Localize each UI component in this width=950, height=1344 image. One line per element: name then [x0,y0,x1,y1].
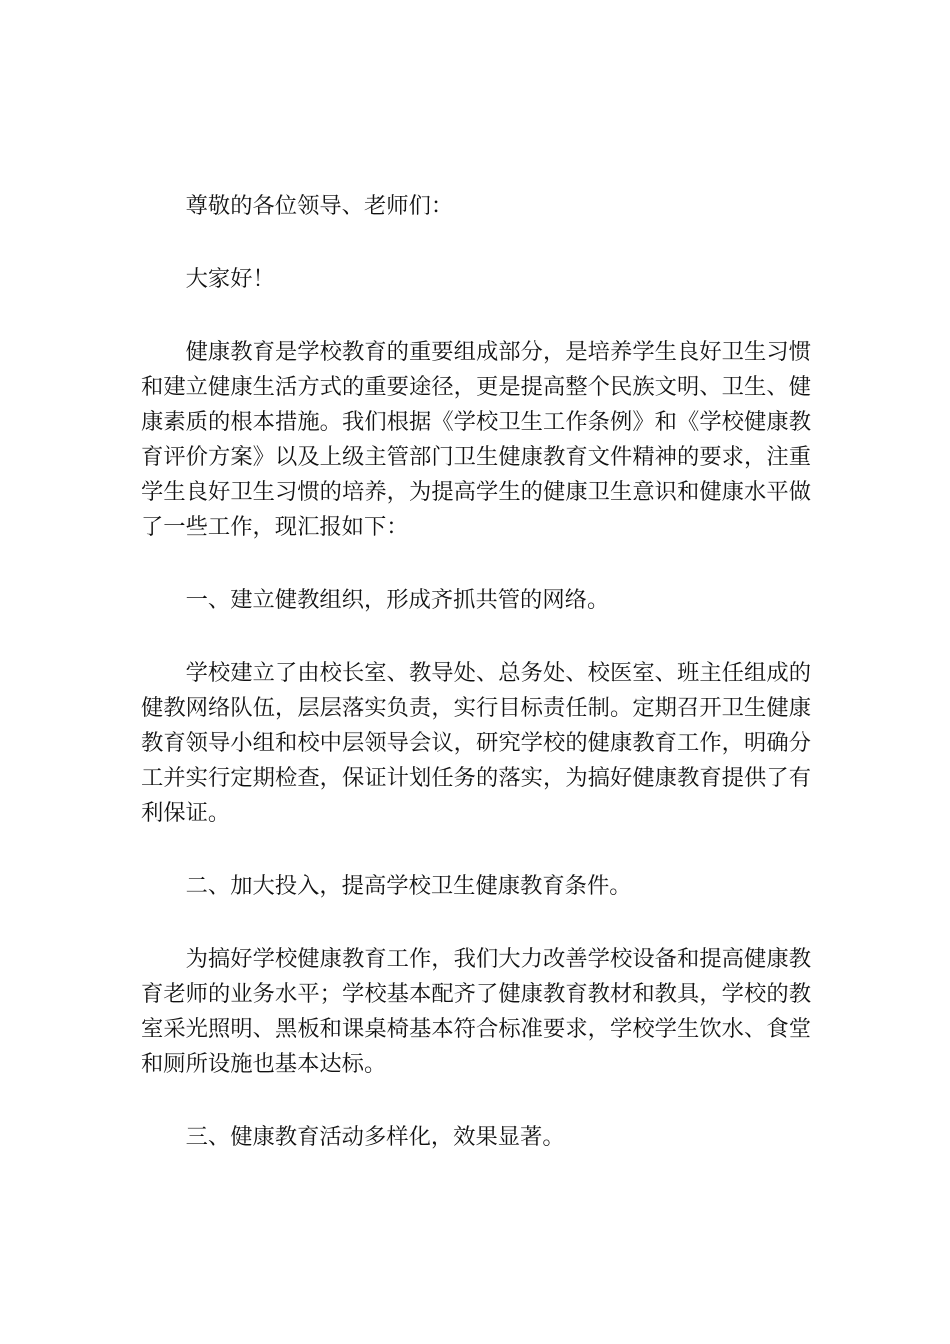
greeting: 尊敬的各位领导、老师们： [185,193,454,219]
section-1-heading: 一、建立健教组织，形成齐抓共管的网络。 [185,587,610,613]
section-3-heading: 三、健康教育活动多样化，效果显著。 [185,1124,565,1150]
salutation: 大家好！ [185,266,275,292]
document-body [141,189,811,1193]
section-1-paragraph: 学校建立了由校长室、教导处、总务处、校医室、班主任组成的健教网络队伍，层层落实负责，实行目标责任制。定期召开卫生健康教育领导小组和校中层领导会议，研究学校的健康教育工作，明确分工并实行定期检查，保证计划任务的落实，为搞好健康教育提供了有利保证。 [141,660,811,826]
section-2-paragraph: 为搞好学校健康教育工作，我们大力改善学校设备和提高健康教育老师的业务水平；学校基本配齐了健康教育教材和教具，学校的教室采光照明、黑板和课桌椅基本符合标准要求，学校学生饮水、食堂和厕所设施也基本达标。 [141,946,811,1077]
intro-paragraph: 健康教育是学校教育的重要组成部分，是培养学生良好卫生习惯和建立健康生活方式的重要途径，更是提高整个民族文明、卫生、健康素质的根本措施。我们根据《学校卫生工作条例》和《学校健康教育评价方案》以及上级主管部门卫生健康教育文件精神的要求，注重学生良好卫生习惯的培养，为提高学生的健康卫生意识和健康水平做了一些工作，现汇报如下： [141,339,811,540]
section-2-heading: 二、加大投入，提高学校卫生健康教育条件。 [185,873,632,899]
